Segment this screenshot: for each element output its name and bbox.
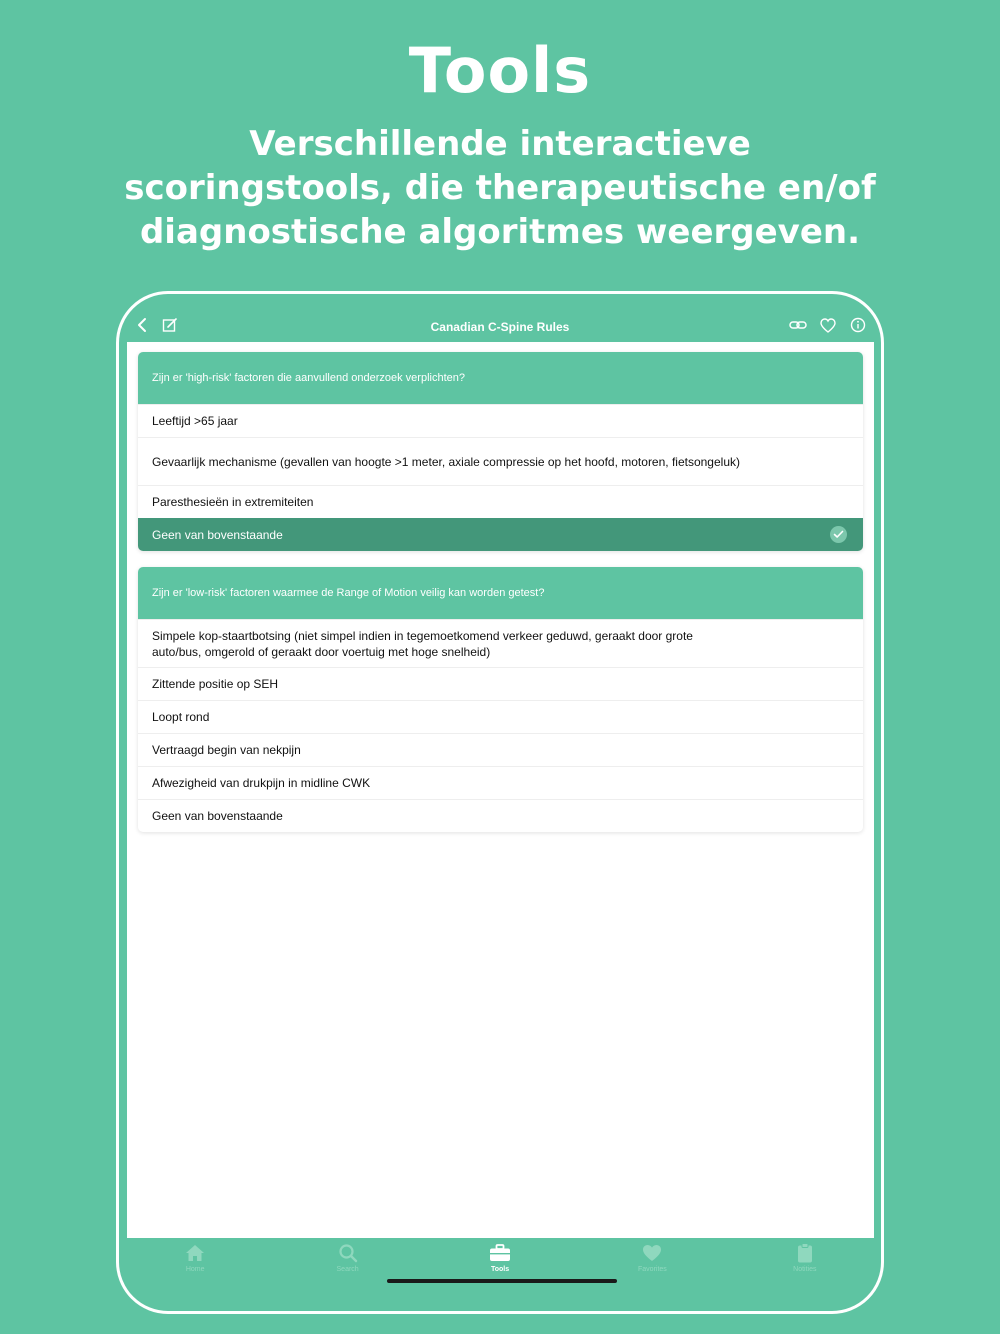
nav-title: Canadian C-Spine Rules <box>430 320 570 334</box>
info-icon[interactable] <box>849 316 867 334</box>
option-gevaarlijk-mechanisme[interactable] <box>138 437 863 485</box>
option-label: Geen van bovenstaande <box>152 527 283 542</box>
option-label: Paresthesieën in extremiteiten <box>152 495 314 509</box>
option-leeftijd[interactable] <box>138 404 863 437</box>
option-paresthesieen[interactable] <box>138 485 863 518</box>
tab-home[interactable] <box>119 1238 271 1288</box>
option-geen-van-bovenstaande-selected[interactable] <box>138 518 863 551</box>
home-indicator <box>387 1279 617 1283</box>
tab-label: Favorites <box>638 1266 667 1273</box>
option-vertraagd-begin[interactable] <box>138 733 863 766</box>
option-zittende-positie[interactable] <box>138 667 863 700</box>
option-label: Vertraagd begin van nekpijn <box>152 743 301 757</box>
option-label: Zittende positie op SEH <box>152 677 279 691</box>
option-label: Simpele kop-staartbotsing (niet simpel indien in tegemoetkomend verkeer geduwd, geraakt door grote auto/bus, omgerold of geraakt door voertuig met hoge snelheid) <box>152 628 693 659</box>
link-icon[interactable] <box>789 316 807 334</box>
tab-label: Tools <box>490 1266 510 1273</box>
option-label: Loopt rond <box>152 710 210 724</box>
tablet-frame <box>116 291 884 1314</box>
question-header: Zijn er 'high-risk' factoren die aanvullend onderzoek verplichten? <box>138 352 863 404</box>
search-icon <box>337 1242 359 1264</box>
option-label: Gevaarlijk mechanisme (gevallen van hoogte >1 meter, axiale compressie op het hoofd, motoren, fietsongeluk) <box>152 454 740 469</box>
heart-outline-icon[interactable] <box>819 316 837 334</box>
checkmark-icon <box>830 526 847 543</box>
option-label: Leeftijd >65 jaar <box>152 414 238 428</box>
question-header: Zijn er 'low-risk' factoren waarmee de Range of Motion veilig kan worden getest? <box>138 567 863 619</box>
clipboard-icon <box>794 1242 816 1264</box>
home-icon <box>184 1242 206 1264</box>
option-label: Afwezigheid van drukpijn in midline CWK <box>152 776 371 790</box>
question-card-low-risk <box>138 567 863 832</box>
option-geen-van-bovenstaande[interactable] <box>138 799 863 832</box>
option-label: Geen van bovenstaande <box>152 809 283 823</box>
option-loopt-rond[interactable] <box>138 700 863 733</box>
tab-notities[interactable] <box>729 1238 881 1288</box>
content-area <box>127 342 874 1238</box>
briefcase-icon <box>489 1242 511 1264</box>
tab-label: Notities <box>793 1266 817 1273</box>
heart-icon <box>641 1242 663 1264</box>
question-card-high-risk <box>138 352 863 551</box>
tab-label: Home <box>185 1266 205 1273</box>
navigation-bar <box>119 294 881 344</box>
option-kop-staartbotsing[interactable] <box>138 619 863 667</box>
hero-subtitle: Verschillende interactieve scoringstools, die therapeutische en/of diagnostische algoritmes weergeven. <box>124 124 876 252</box>
tab-label: Search <box>336 1266 359 1273</box>
option-afwezigheid-drukpijn[interactable] <box>138 766 863 799</box>
hero-title: Tools <box>408 34 592 107</box>
